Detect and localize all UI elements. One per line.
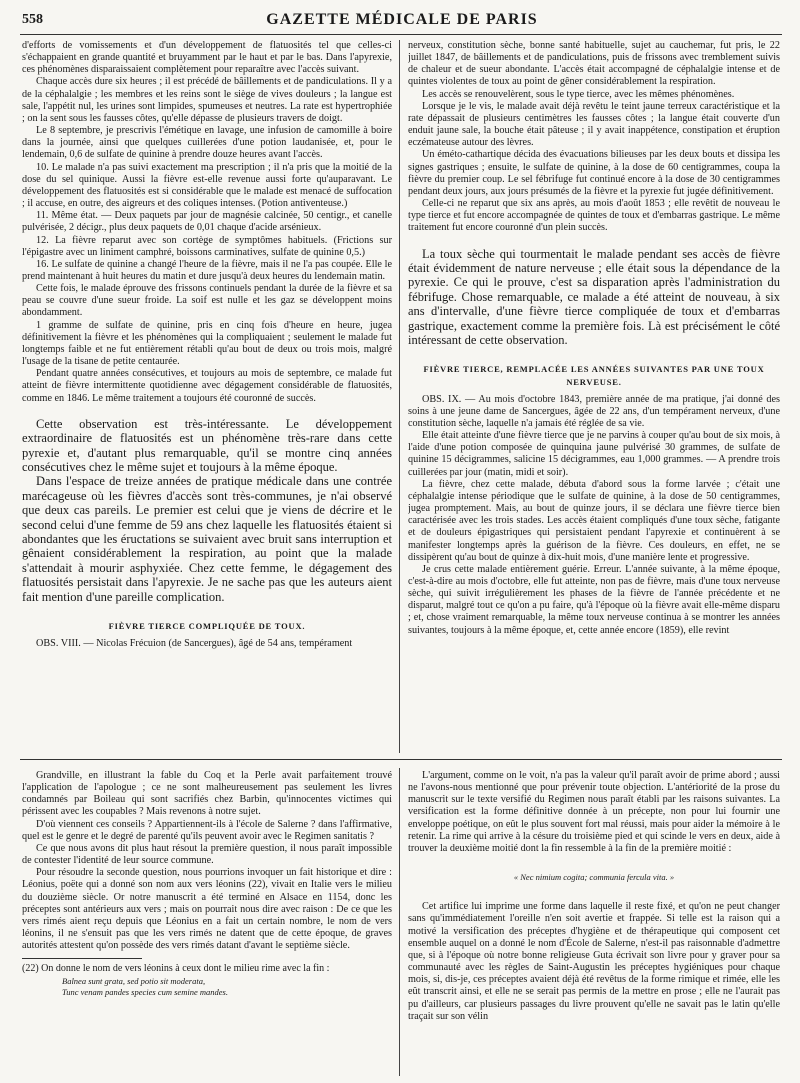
commentary-paragraph: Dans l'espace de treize années de pratique médicale dans une contrée marécageuse où les fièvres d'accès sont très-communes, je n'ai observé que deux cas pareils. Le premier est celui que je viens de décrire et le second celui d'une femme de 59 ans chez laquelle les flatuosités étaient si abondantes que les éructations se suivaient avec bruit sans interruption et gênaient considérablement la respiration, au point que la malade s'attendait à mourir asphyxiée. Chez cette femme, le dégagement des flatuosités persistait dans l'apyrexie. Je ne sache pas que les auteurs aient fait mention d'une pareille complication.: [22, 474, 392, 604]
paragraph: Cet artifice lui imprime une forme dans laquelle il reste fixé, et qu'on ne peut changer sans qu'immédiatement l'oreille n'en soit avertie et frappée. Si telle est la raison qui a motivé la versification des préceptes d'hygiène et de thérapeutique qui composent cet ensemble auquel on a donné le nom d'École de Salerne, n'est-il pas raisonnable d'admettre que, si à l'époque où notre bonne religieuse Guta écrivait son livre pour y graver pour sa communauté avec les règles de Saint-Augustin les préceptes hygiéniques pour chaque mois, si, dis-je, ces préceptes avaient déjà été revêtus de la forme rimique et rimée, elle les eût transcrit ainsi, et elle ne se serait pas permis de la mettre en prose ; elle ne l'aurait pas pu d'ailleurs, car plusieurs passages du livre prouvent qu'elle ne savait pas le latin qu'elle traçait sur son vélin: [408, 901, 780, 1022]
paragraph: d'efforts de vomissements et d'un développement de flatuosités tel que celles-ci s'échappaient en grande quantité et bruyamment par le haut et par le bas. Dans l'apyrexie, ces phénomènes disparaissaient complètement pour reparaître avec l'accès suivant.: [22, 40, 392, 76]
paragraph: 10. Le malade n'a pas suivi exactement ma prescription ; il n'a pris que la moitié de la dose du sel quinique. Aussi la fièvre est-elle revenue aussi forte qu'auparavant. Le développement des flatuosités est si considérable que le malade est menacé de suffocation ; il accuse, en outre, des aigreurs et des coliques intenses. (Potion antiventeuse.): [22, 161, 392, 210]
column-bottom-right: [408, 770, 780, 1078]
column-top-right: [408, 40, 780, 755]
paragraph: L'argument, comme on le voit, n'a pas la valeur qu'il paraît avoir de prime abord ; aussi ne l'avons-nous mentionné que pour prévenir toute objection. L'antériorité de la prose du manuscrit sur le texte versifié du Regimen nous paraît établi par les raisons suivantes. La versification est la forme définitive donnée à un précepte, non pour lui fournir une enveloppe poétique, on eût le plus souvent fort mal réussi, mais pour aider la mémoire à le retenir. La rime qui arrive à la césure du troisième pied et qui scinde le vers en deux, aide à trouver la deuxième moitié dont la fin ressemble à la fin de la première moitié :: [408, 770, 780, 854]
latin-quote: « Nec nimium cogita; communia fercula vita. »: [513, 872, 675, 883]
verse-line: Tunc venam pandes species cum semine mandes.: [62, 986, 228, 997]
paragraph: Pendant quatre années consécutives, et toujours au mois de septembre, ce malade fut atteint de fièvre intermittente quotidienne avec dégagement considérable de flatuosités, comme en 1846. Le même traitement a toujours été couronné de succès.: [22, 368, 392, 404]
page-number: 558: [22, 12, 43, 27]
paragraph: 1 gramme de sulfate de quinine, pris en cinq fois d'heure en heure, jugea définitivement la fièvre et les phénomènes qui la compliquaient ; seulement le malade fut longtemps faible et ne fut entièrement rétabli qu'au bout de deux ou trois mois, malgré l'usage de la tisane de petite centaurée.: [22, 319, 392, 368]
paragraph: OBS. IX. — Au mois d'octobre 1843, première année de ma pratique, j'ai donné des soins à une jeune dame de Sancergues, âgée de 22 ans, d'un tempérament nerveux, d'une constitution sèche, laquelle n'a jamais été réglée de sa vie.: [408, 393, 780, 429]
paragraph: Le 8 septembre, je prescrivis l'émétique en lavage, une infusion de camomille à boire dans la journée, ainsi que quelques cuillerées d'une potion laudanisée, et, pour le lendemain, 0,6 de sulfate de quinine à prendre douze heures avant l'accès.: [22, 125, 392, 161]
paragraph: Ce que nous avons dit plus haut résout la première question, il nous paraît impossible de contester l'identité de leur source commune.: [22, 842, 392, 867]
section-heading: FIÈVRE TIERCE, REMPLACÉE LES ANNÉES SUIVANTES PAR UNE TOUX NERVEUSE.: [423, 364, 765, 387]
page-header: [22, 8, 782, 34]
paragraph: La fièvre, chez cette malade, débuta d'abord sous la forme larvée ; c'était une céphalalgie intense périodique que le sulfate de quinine, à la dose de 50 centigrammes, jugea promptement. Mais, au bout de quinze jours, il se déclara une fièvre tierce bien caractérisée avec les trois stades. Les accès étaient compliqués d'une toux sèche, fatigante et de douleurs épigastriques qui persistaient pendant l'apyrexie et continuèrent à se manifester longtemps après la guérison de la fièvre. Ces douleurs, en effet, ne se dissipèrent qu'au bout de quinze à dix-huit mois, d'une manière lente et progressive.: [408, 478, 780, 563]
paragraph: Elle était atteinte d'une fièvre tierce que je ne parvins à couper qu'au bout de six mois, à l'aide d'une potion composée de quinquina jaune pulvérisé 30 grammes, de sulfate de quinine 15 décigrammes, salicine 15 décigrammes, eau 1,000 grammes. — A prendre trois cuillerées par jour (matin, midi et soir).: [408, 430, 780, 478]
commentary-paragraph: Cette observation est très-intéressante. Le développement extraordinaire de flatuosités est un phénomène très-rare dans cette pyrexie et, d'autant plus remarquable, qu'il se montre cinq années consécutives chez le même sujet et toujours à la même époque.: [22, 416, 392, 474]
paragraph: Pour résoudre la seconde question, nous pourrions invoquer un fait historique et dire : Léonius, poëte qui a donné son nom aux vers léonins (22), vivait en Italie vers le milieu du douzième siècle. Or notre manuscrit a été terminé en Alsace en 1154, donc les préceptes sont antérieurs aux vers ; mais on pourrait nous dire avec raison : De ce que les vers rimés aient reçu depuis que Léonius en a fait un certain nombre, le nom de vers léonins, il ne s'ensuit pas que les vers rimés ne datent que de cette époque, de graves autorités attestent qu'on possède des vers rimés datant d'avant le septième siècle.: [22, 867, 392, 952]
column-divider: [399, 40, 400, 753]
paragraph: Un éméto-cathartique décida des évacuations bilieuses par les deux bouts et dissipa les signes gastriques ; ensuite, le sulfate de quinine, à la dose de 60 centigrammes, coupa la fièvre du premier coup. Le sel fébrifuge fut continué encore à la dose de 30 centigrammes pendant deux jours, aux jours présumés de la fièvre et la pyrexie fut jugée définitivement.: [408, 149, 780, 197]
column-divider: [399, 768, 400, 1076]
paragraph: D'où viennent ces conseils ? Appartiennent-ils à l'école de Salerne ? dans l'affirmative, quel est le genre et le degré de parenté qu'ils peuvent avoir avec le Regimen sanitatis ?: [22, 818, 392, 842]
paragraph: Cette fois, le malade éprouve des frissons continuels pendant la durée de la fièvre et sa peau se couvre d'une sueur froide. La soif est nulle et les gaz se développent moins abondamment.: [22, 283, 392, 319]
paragraph: Celle-ci ne reparut que six ans après, au mois d'août 1853 ; elle revêtit de nouveau le type tierce et fut encore accompagnée de quintes de toux et d'embarras gastrique. Le même traitement fut encore couronné d'un plein succès.: [408, 198, 780, 234]
paragraph: 12. La fièvre reparut avec son cortège de symptômes habituels. (Frictions sur l'épigastre avec un liniment camphré, boissons carminatives, sulfate de quinine 0,5.): [22, 234, 392, 258]
paragraph: Les accès se renouvelèrent, sous le type tierce, avec les mêmes phénomènes.: [422, 88, 735, 100]
paragraph: Lorsque je le vis, le malade avait déjà revêtu le teint jaune terreux caractéristique et la rate dépassait de plusieurs centimètres les fausses côtes ; la langue était couverte d'un enduit jaune sale, la bouche était pâteuse ; il y avait inappétence, constipation et éruption eczémateuse autour des lèvres.: [408, 100, 780, 149]
paragraph: 11. Même état. — Deux paquets par jour de magnésie calcinée, 50 centigr., et canelle pulvérisée, 2 décigr., plus deux paquets de 0,01 chaque d'acide arsénieux.: [22, 210, 392, 234]
footnote-rule: [22, 958, 142, 959]
paragraph: Je crus cette malade entièrement guérie. Erreur. L'année suivante, à la même époque, c'est-à-dire au mois d'octobre, elle fut atteinte, non pas de fièvre, mais d'une toux nerveuse sèche, qui suivit irrégulièrement les phases de la fièvre de l'année précédente et ne disparut, malgré tout ce qu'on a pu faire, qu'à l'époque où la fièvre avait elle-même disparu ; et, chose vraiment remarquable, la même toux nerveuse continua à se montrer les années suivantes, toujours à la même époque, et, cette année encore (1859), elle revint: [408, 563, 780, 636]
paragraph: Chaque accès dure six heures ; il est précédé de bâillements et de pandiculations. Il y a de la céphalalgie ; les membres et les reins sont le siège de vives douleurs ; la langue est sale, l'appétit nul, les urines sont limpides, spumeuses et neutres. La rate est hypertrophiée ; on la sent sous les fausses côtes, qu'elle dépasse de plusieurs travers de doigt.: [22, 76, 392, 124]
journal-title: GAZETTE MÉDICALE DE PARIS: [266, 11, 538, 28]
paragraph: nerveux, constitution sèche, bonne santé habituelle, sujet au cauchemar, fut pris, le 22 juillet 1847, de bâillements et de pandiculations, puis de frissons avec tremblement suivis de chaleur et de sueur abondante. L'accès était accompagné de céphalalgie intense et de quintes violentes de toux au point de gêner considérablement la respiration.: [408, 40, 780, 88]
section-heading: FIÈVRE TIERCE COMPLIQUÉE DE TOUX.: [108, 620, 306, 631]
observation-start: OBS. VIII. — Nicolas Frécuion (de Sancergues), âgé de 54 ans, tempérament: [36, 638, 353, 650]
commentary-paragraph: La toux sèche qui tourmentait le malade pendant ses accès de fièvre était évidemment de nature nerveuse ; elle était sous la dépendance de la pyrexie. Ce qui le prouve, c'est sa disparation après l'administration du fébrifuge. Chose remarquable, ce malade a été atteint de nouveau, à six ans d'intervalle, d'une fièvre tierce compliquée de toux et d'embarras gastrique, exactement comme la première fois. Là est précisément le côté intéressant de cette observation.: [408, 246, 780, 347]
column-top-left: [22, 40, 392, 755]
feuilleton-rule: [20, 759, 782, 760]
verse-line: Balnea sunt grata, sed potio sit moderata,: [62, 975, 206, 986]
column-bottom-left: [22, 770, 392, 1078]
paragraph: Grandville, en illustrant la fable du Coq et la Perle avait parfaitement trouvé l'application de l'apologue ; ce ne sont malheureusement pas seulement les livres condamnés par Boileau qui sont sacrifiés chez Barbin, qu'innocentes victimes qui périssent avec les coupables ? Mais revenons à notre sujet.: [22, 770, 392, 818]
footnote: (22) On donne le nom de vers léonins à ceux dont le milieu rime avec la fin :: [22, 963, 330, 975]
paragraph: 16. Le sulfate de quinine a changé l'heure de la fièvre, mais il ne l'a pas coupée. Elle le prend maintenant à huit heures du matin et dure jusqu'à deux heures du lendemain matin.: [22, 258, 392, 282]
header-rule: [20, 34, 782, 35]
